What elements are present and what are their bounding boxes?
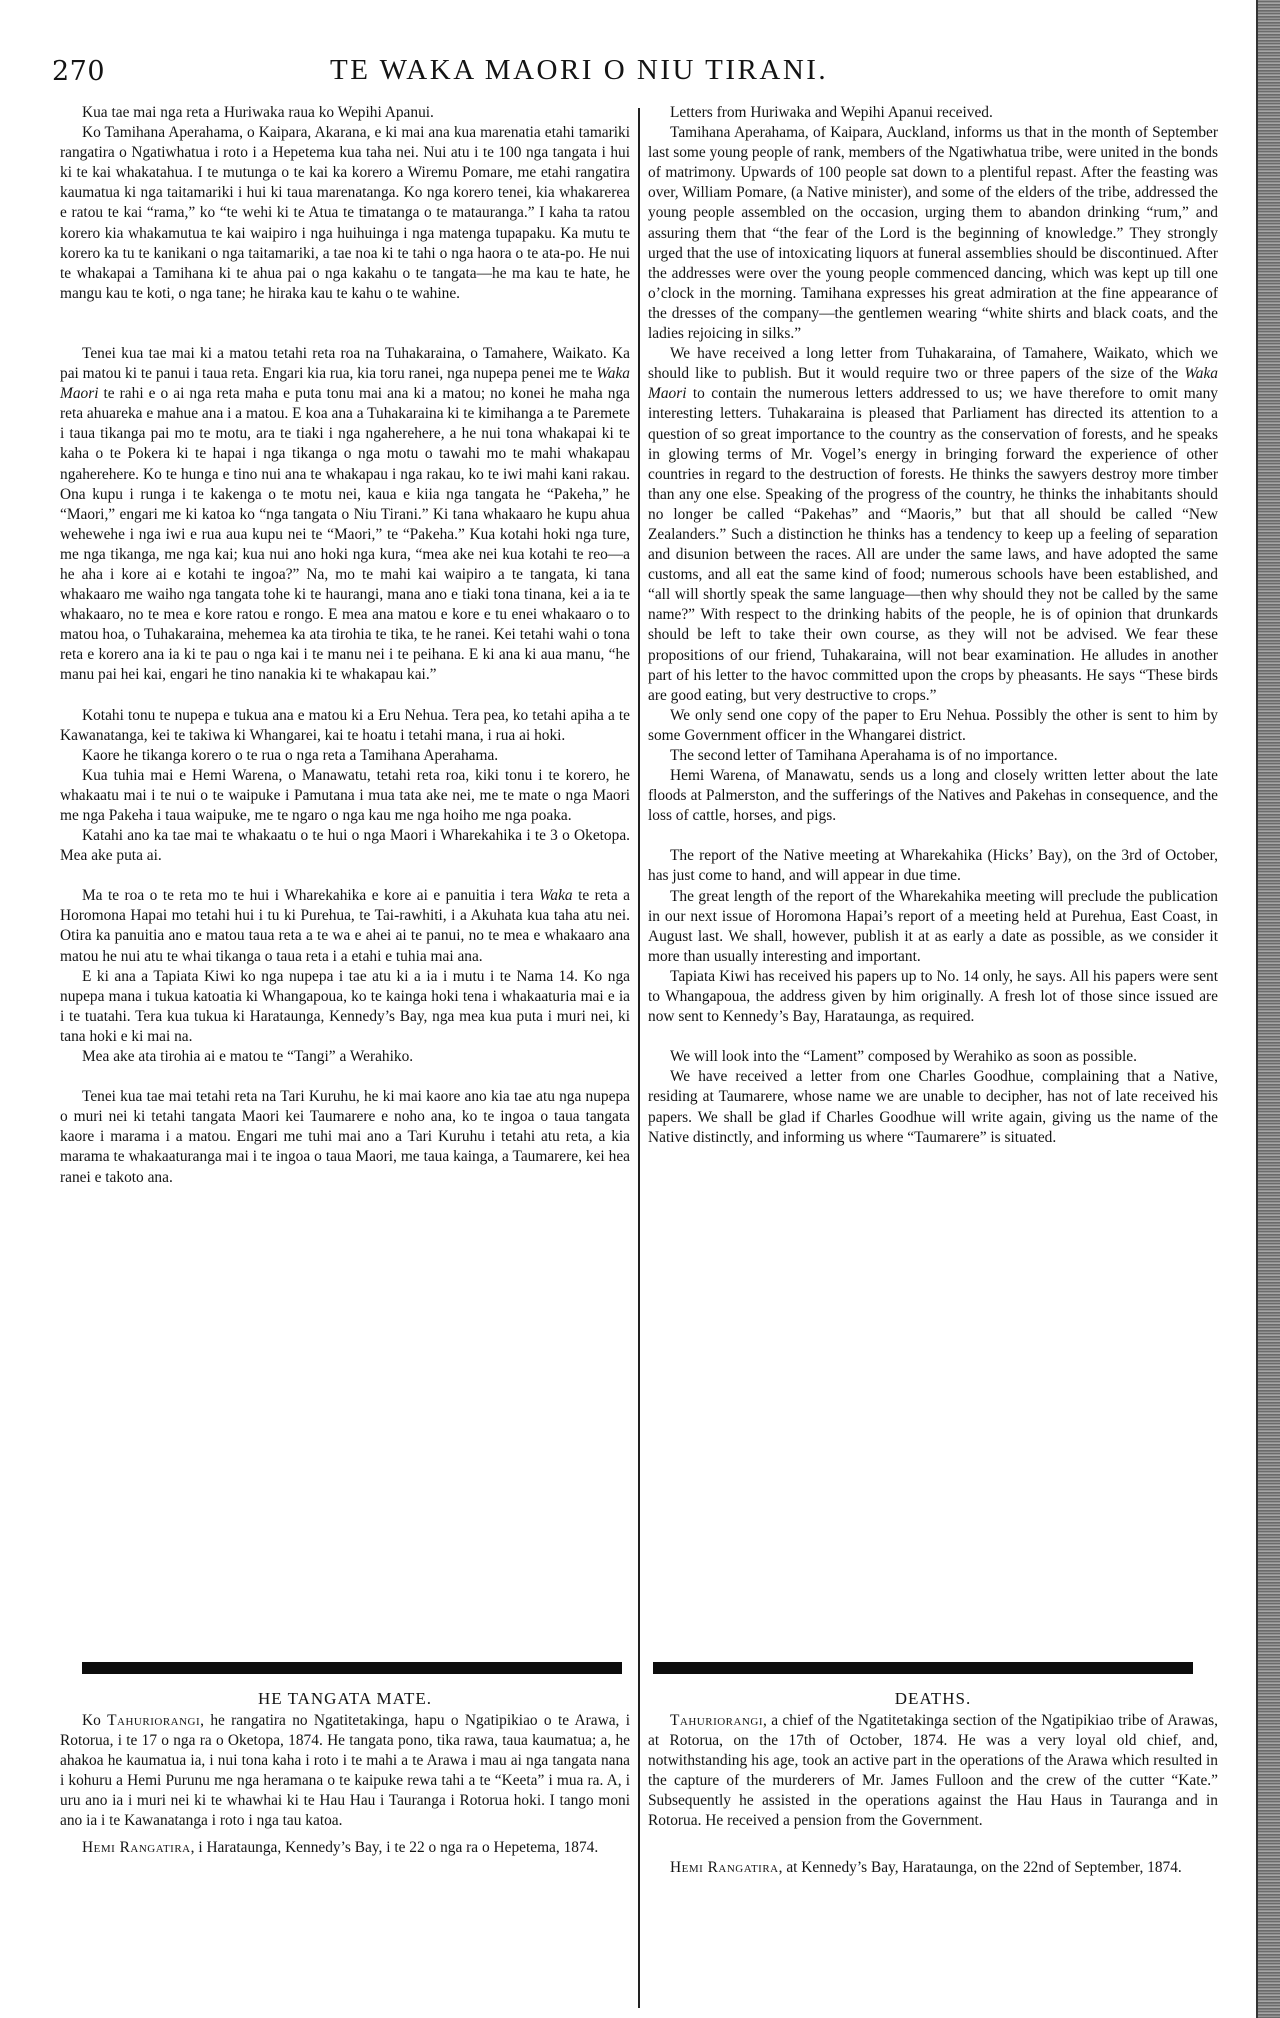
page-title: TE WAKA MAORI O NIU TIRANI. (330, 54, 829, 86)
deaths-maori (60, 1711, 630, 1858)
paragraph: Hemi Warena, of Manawatu, sends us a long and closely written letter about the late floods at Palmerston, and the sufferings of the Natives and Pakehas in consequence, and the loss of cattle, horses, and pigs. (648, 767, 1218, 825)
deceased-name: Hemi Rangatira (670, 1858, 779, 1876)
text-run: We have received a long letter from Tuhakaraina, of Tamahere, Waikato, which we should like to publish. But it would require two or three papers of the size of the (648, 345, 1218, 383)
deaths-english (648, 1711, 1218, 1878)
paragraph: Mea ake ata tirohia ai e matou te “Tangi” a Werahiko. (82, 1048, 414, 1066)
text-run: , at Kennedy’s Bay, Harataunga, on the 22nd of September, 1874. (778, 1858, 1182, 1876)
paragraph: Ko Tamihana Aperahama, o Kaipara, Akarana, e ki mai ana kua marenatia etahi tamariki rangatira o Ngatiwhatua i roto i a Hepetema kua taha nei. Nui atu i te 100 nga tangata i hui ki te kai whakatahua. I te mutunga o te kai ka korero a Wiremu Pomare, me etahi rangatira kaumatua ki nga taitamariki i hui ki taua marenatanga. Ko nga korero tenei, kia whakarerea e ratou te kai “rama,” ko “te wehi ki te Atua te timatanga o te matauranga.” I kaha ta ratou korero kia whakamutua te kai waipiro i nga huihuinga i nga matenga tupapaku. Ka mutu te korero ka tu te kanikani o nga taitamariki, a tae noa ki te tahi o nga haora o te ata-po. He nui te whakapai a Tamihana ki te ahua pai o nga kakahu o te tangata—he ma kau te hate, he mangu kau te koti, o nga tane; he hiraka kau te kahu o te wahine. (60, 124, 630, 302)
text-run: to contain the numerous letters addressed to us; we have therefore to omit many interesting letters. Tuhakaraina is pleased that Parliament has directed its attention to a question of so great importance to the country as the conservation of forests, and he speaks in glowing terms of Mr. Vogel’s energy in bringing forward the experience of other countries in regard to the destruction of forests. He thinks the sawyers destroy more timber than any one else. Speaking of the progress of the country, he thinks the inhabitants should no longer be called “Pakehas” and “Maoris,” but that all should be called “New Zealanders.” Such a distinction he thinks has a tendency to keep up a feeling of separation and disunion between the races. All are under the same laws, and have adopted the same customs, and all eat the same kind of food; numerous schools have been established, and “all will shortly speak the same language—then why should they not be called by the same name?” With respect to the drinking habits of the people, he is of opinion that drunkards should be left to take their own course, as they will not be advised. We fear these propositions of our friend, Tuhakaraina, will not bear examination. He alludes in another part of his letter to the havoc committed upon the crops by pheasants. He says “These birds are good eating, but very destructive to crops.” (648, 385, 1218, 704)
section-rule (82, 1662, 622, 1674)
newspaper-name: Waka (538, 887, 573, 905)
column-divider (638, 108, 640, 2008)
death-notice (60, 1711, 630, 1832)
newspaper-name: Waka Maori (648, 365, 1218, 403)
paragraph: Kotahi tonu te nupepa e tukua ana e matou ki a Eru Nehua. Tera pea, ko tetahi apiha a te Kawanatanga, kei te takiwa ki Whangarei, kai te hoatu i tetahi mana, i rua ai hoki. (60, 706, 630, 744)
paragraph: Tamihana Aperahama, of Kaipara, Auckland, informs us that in the month of September last some young people of rank, members of the Ngatiwhatua tribe, were united in the bonds of matrimony. Upwards of 100 people sat down to a plentiful repast. After the feasting was over, William Pomare, (a Native minister), and some of the elders of the tribe, addressed the young people assembled on the occasion, urging them to abandon drinking “rum,” and assuring them that “the fear of the Lord is the beginning of knowledge.” They strongly urged that the use of intoxicating liquors at funeral assemblies should be discontinued. After the addresses were over the young people commenced dancing, which was kept up till one o’clock in the morning. Tamihana expresses his great admiration at the fine appearance of the dresses of the company—the gentlemen wearing “white shirts and black coats, and the ladies rejoicing in silks.” (648, 124, 1218, 343)
paragraph: Kua tae mai nga reta a Huriwaka raua ko Wepihi Apanui. (82, 104, 434, 121)
english-column (648, 103, 1218, 1148)
paragraph: The report of the Native meeting at Wharekahika (Hicks’ Bay), on the 3rd of October, has just come to hand, and will appear in due time. (648, 847, 1218, 885)
text-run: , i Harataunga, Kennedy’s Bay, i te 22 o nga ra o Hepetema, 1874. (190, 1838, 599, 1856)
section-rule (653, 1662, 1193, 1674)
text-run: te reta a Horomona Hapai mo tetahi hui i tu ki Purehua, te Tai-rawhiti, i a Akuhata kua taha atu nei. Otira ka panuitia ano e matou taua reta a te wa e ahei ai te panui, no te mea e whakaaro ana matou he nui atu te whai tikanga o taua reta i a etahi e tuhia mai ana. (60, 887, 630, 965)
paragraph: The great length of the report of the Wharekahika meeting will preclude the publication in our next issue of Horomona Hapai’s report of a meeting held at Purehua, East Coast, in August last. We shall, however, publish it at as early a date as possible, as we consider it more than usually interesting and important. (648, 887, 1218, 965)
text-run: , he rangatira no Ngatitetakinga, hapu o Ngatipikiao o te Arawa, i Rotorua, i te 17 o nga ra o Oketopa, 1874. He tangata pono, tika rawa, taua kaumatua; a, he ahakoa he kaumatua ia, i nui tona kaha i roto i te mahi a te Arawa i mau ai nga tangata nana i kohuru a Hemi Purunu me nga heramana o te kaipuke rewa tahi a te “Keeta” i mua ra. A, i uru ano ia i muri nei ki te whawhai ki te Hau Hau i Tauranga i Rotorua hoki. I tango moni ano ia i te Kawanatanga i roto i nga tau katoa. (60, 1712, 630, 1830)
text-run: Tenei kua tae mai ki a matou tetahi reta roa na Tuhakaraina, o Tamahere, Waikato. Ka pai matou ki te panui i taua reta. Engari kia rua, kia toru ranei, nga nupepa penei me te (60, 344, 630, 383)
paragraph: Kua tuhia mai e Hemi Warena, o Manawatu, tetahi reta roa, kiki tonu i te korero, he whakaatu mai i te nui o te waipuke i Pamutana i mua tata ake nei, me te mate o nga Maori me nga Pakeha i taua waipuke, me te ngaro o nga kau me nga hoiho me nga poaka. (60, 766, 630, 824)
deceased-name: Tahuriorangi (107, 1712, 201, 1729)
paragraph: We have received a letter from one Charles Goodhue, complaining that a Native, residing at Taumarere, whose name we are unable to decipher, has not of late received his papers. We shall be glad if Charles Goodhue will write again, giving us the name of the Native distinctly, and informing us where “Taumarere” is situated. (648, 1068, 1218, 1146)
death-notice (648, 1711, 1218, 1832)
paragraph: Letters from Huriwaka and Wepihi Apanui received. (670, 104, 993, 121)
maori-column (60, 103, 630, 1188)
page-edge-scan-border (1256, 0, 1280, 2018)
paragraph (60, 344, 630, 686)
deceased-name: Tahuriorangi (670, 1712, 764, 1729)
paragraph: Tenei kua tae mai tetahi reta na Tari Kuruhu, he ki mai kaore ano kia tae atu nga nupepa o muri nei ki tetahi tangata Maori kei Taumarere e noho ana, ko te ingoa o taua tangata kaore i marama i a matou. Engari me tuhi mai ano a Tari Kuruhu i tetahi atu reta, a kia marama te whakaaturanga mai i te ingoa o taua Maori, me taua kainga, a Taumarere, kei hea ranei e takoto ana. (60, 1088, 630, 1186)
deaths-heading-maori: HE TANGATA MATE. (258, 1689, 432, 1708)
text-run: Ko (82, 1712, 108, 1729)
paragraph: Katahi ano ka tae mai te whakaatu o te hui o nga Maori i Wharekahika i te 3 o Oketopa. Mea ake puta ai. (60, 827, 630, 865)
paragraph: Tapiata Kiwi has received his papers up to No. 14 only, he says. All his papers were sent to Whangapoua, the address given by him originally. A fresh lot of those since issued are now sent to Kennedy’s Bay, Harataunga, as required. (648, 967, 1218, 1026)
paragraph: The second letter of Tamihana Aperahama is of no importance. (670, 747, 1058, 764)
paragraph: We only send one copy of the paper to Eru Nehua. Possibly the other is sent to him by some Government officer in the Whangarei district. (648, 706, 1218, 744)
page-number: 270 (52, 56, 106, 87)
text-run: , a chief of the Ngatitetakinga section of the Ngatipikiao tribe of Arawas, at Rotorua, on the 17th of October, 1874. He was a very loyal old chief, and, notwithstanding his age, took an active part in the operations of the Arawa which resulted in the capture of the murderers of Mr. James Fulloon and the crew of the cutter “Kate.” Subsequently he assisted in the operations against the Hau Haus in Tauranga and in Rotorua. He received a pension from the Government. (648, 1712, 1218, 1830)
text-run: te rahi e o ai nga reta maha e puta tonu mai ana ki a matou; no konei he maha nga reta ahuareka e mahue ana i a matou. E koa ana a Tuhakaraina ki te kimihanga a te Paremete i taua tikanga pai mo te motu, ara te tiaki i nga ngaherehere, a he nui tona whakapai ki te kaha o te Pokera ki te hapai i nga tikanga o nga motu o tawahi mo te mahi whakapau ngaherehere. Ko te hunga e tino nui ana te whakapau i nga rakau, ko te iwi mahi kani rakau. Ona kupu i runga i te kakenga o te motu nei, kaua e kiia nga tangata he “Pakeha,” he “Maori,” engari me ki katoa ko “nga tangata o Niu Tirani.” Ki tana whakaaro he kupu ahua wehewehe i nga iwi e rua aua kupu nei te “Maori,” te “Pakeha.” Kua kotahi hoki nga ture, me nga tikanga, me nga kai; kua nui ano hoki nga kura, “mea ake nei kua kotahi te reo—a he aha i kore ai e kotahi te ingoa?” Na, mo te mahi kai waipiro a te tangata, ki tana whakaaro me waiho nga tangata tohe ki te haurangi, mana ano e tiaki tona tinana, kei a ia te whakaaro, no te mea e kore ratou e rongo. E mea ana matou e kore e tu enei whakaaro o to matou hoa, o Tuhakaraina, mehemea ka ata tirohia te tika, te he ranei. Kei tetahi wahi o tona reta e korero ana ia ki te pau o nga kai i te manu nei i te peihana. E ki ana ki aua manu, “he manu pai hei kai, engari he tino nanakia ki te whakapau kai.” (60, 385, 630, 684)
deceased-name: Hemi Rangatira (82, 1838, 191, 1856)
paragraph (60, 886, 630, 966)
deaths-heading-english: DEATHS. (894, 1689, 972, 1708)
text-run: Ma te roa o te reta mo te hui i Wharekahika e kore ai e panuitia i tera (82, 887, 539, 905)
newspaper-name: Waka Maori (60, 365, 630, 403)
death-notice (60, 1838, 630, 1858)
paragraph (648, 344, 1218, 706)
death-notice (648, 1858, 1218, 1878)
paragraph: Kaore he tikanga korero o te rua o nga reta a Tamihana Aperahama. (82, 746, 499, 764)
paragraph: E ki ana a Tapiata Kiwi ko nga nupepa i tae atu ki a ia i mutu i te Nama 14. Ko nga nupepa mana i tukua katoatia ki Whangapoua, ko te kainga hoki tena i whakaaturia mai e ia i te tuatahi. Tera kua tukua ki Harataunga, Kennedy’s Bay, nga mea kua puta i muri nei, ki tana hoki e ki mai na. (60, 967, 630, 1045)
paragraph: We will look into the “Lament” composed by Werahiko as soon as possible. (670, 1048, 1137, 1066)
